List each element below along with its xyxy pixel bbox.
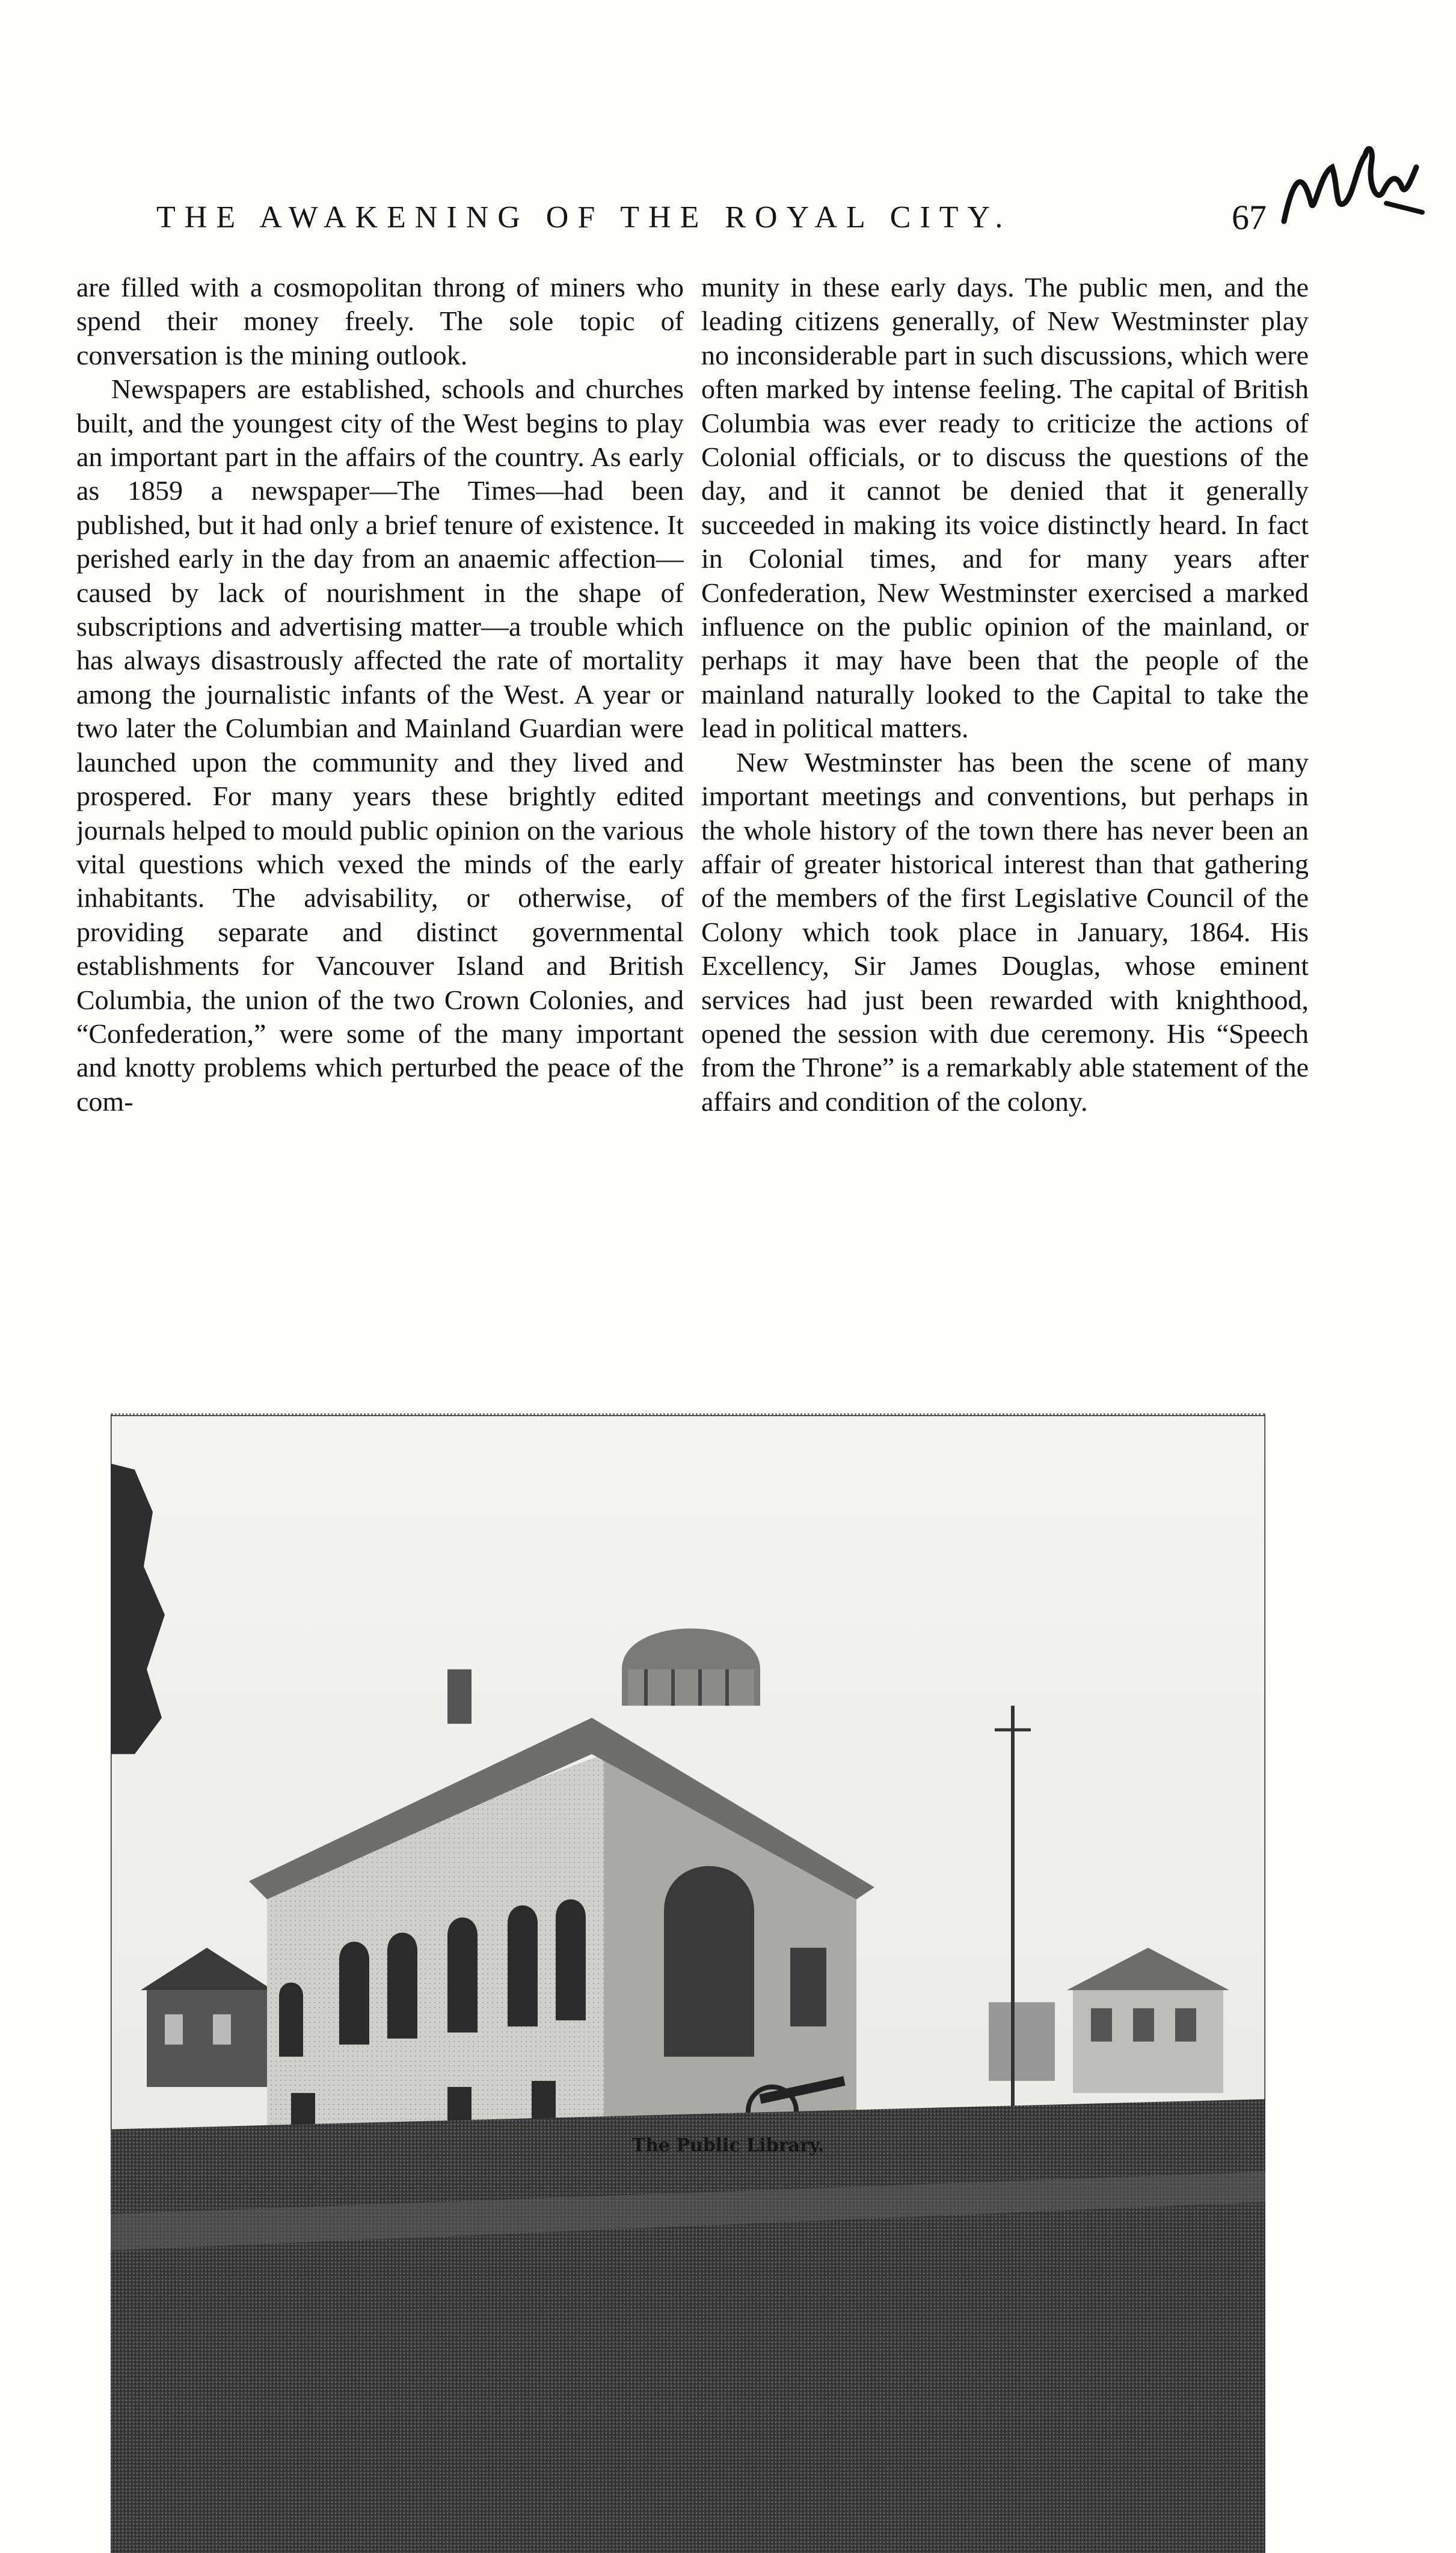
figure-caption: The Public Library. bbox=[631, 2135, 825, 2156]
library-building-illustration bbox=[111, 1415, 1265, 2553]
left-text-column bbox=[76, 271, 684, 1407]
paragraph: are filled with a cosmopolitan throng of miners who spend their money freely. The sole topic of conversation is the mining outlook. bbox=[76, 272, 684, 370]
right-text-column bbox=[701, 271, 1309, 1407]
running-head-title: THE AWAKENING OF THE ROYAL CITY. bbox=[156, 200, 1012, 235]
paragraph: munity in these early days. The public men, and the leading citizens generally, of New Westminster play no inconsiderable part in such discussions, which were often marked by intense feeling. The capital of British Columbia was ever ready to criticize the actions of Colonial officials, or to discuss the questions of the day, and it cannot be denied that it generally succeeded in making its voice distinctly heard. In fact in Colonial times, and for many years after Confederation, New Westminster exercised a marked influence on the public opinion of the mainland, or perhaps it may have been that the people of the mainland naturally looked to the Capital to take the lead in political matters. bbox=[701, 272, 1309, 744]
paragraph: New Westminster has been the scene of many important meetings and conventions, but perhaps in the whole history of the town there has never been an affair of greater historical interest than that gathering of the members of the first Legislative Council of the Colony which took place in January, 1864. His Excellency, Sir James Douglas, whose eminent services had just been rewarded with knighthood, opened the session with due ceremony. His “Speech from the Throne” is a remarkably able statement of the affairs and condition of the colony. bbox=[701, 746, 1309, 1117]
library-photograph bbox=[111, 1413, 1265, 2553]
handwritten-annotation bbox=[1278, 131, 1428, 233]
handwriting-scribble-icon bbox=[1278, 131, 1428, 233]
page-number: 67 bbox=[1232, 198, 1267, 237]
paragraph: Newspapers are established, schools and churches built, and the youngest city of the West begins to play an important part in the affairs of the country. As early as 1859 a newspaper—The Times—had been published, but it had only a brief tenure of existence. It perished early in the day from an anaemic affection—caused by lack of nourishment in the shape of subscriptions and advertising matter—a trouble which has always disastrously affected the rate of mortality among the journalistic infants of the West. A year or two later the Columbian and Mainland Guardian were launched upon the community and they lived and prospered. For many years these brightly edited journals helped to mould public opinion on the various vital questions which vexed the minds of the early inhabitants. The advisability, or otherwise, of providing separate and distinct governmental establishments for Vancouver Island and British Columbia, the union of the two Crown Colonies, and “Confederation,” were some of the many important and knotty problems which perturbed the peace of the com- bbox=[76, 373, 684, 1117]
